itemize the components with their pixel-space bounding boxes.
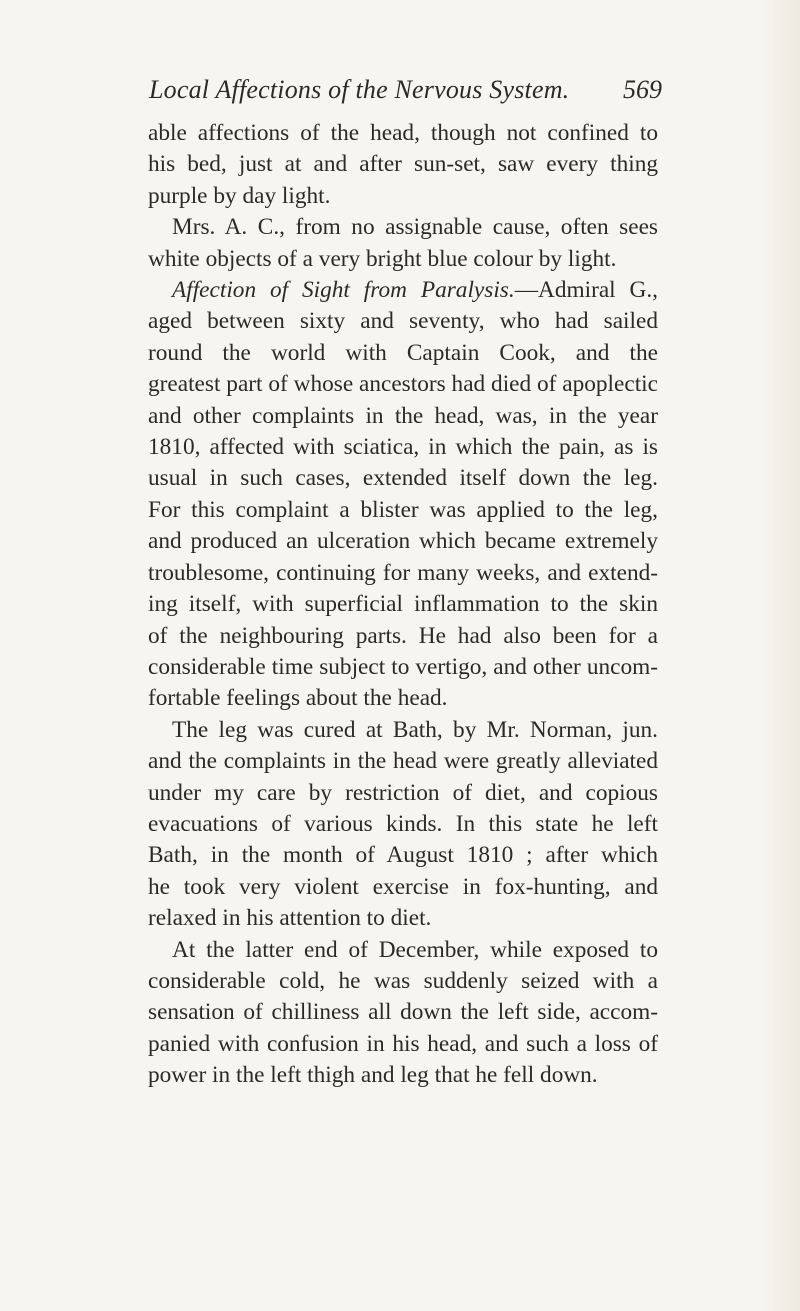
page-number: 569	[623, 75, 662, 104]
text-line: purple by day light.	[148, 182, 331, 209]
running-title: Local Affections of the Nervous System.	[149, 75, 570, 104]
text-line: power in the left thigh and leg that he fell down.	[148, 1062, 598, 1089]
text-line	[148, 275, 658, 306]
text-line: fortable feelings about the head.	[148, 685, 448, 712]
text-line: under my care by restriction of diet, and copious	[148, 779, 658, 806]
text-line: considerable time subject to vertigo, and other uncom-	[148, 653, 658, 680]
paragraph-5	[148, 935, 658, 1092]
paragraph-4	[148, 715, 658, 935]
text-fragment: —Admiral G.,	[514, 277, 659, 304]
text-line: The leg was cured at Bath, by Mr. Norman, jun.	[172, 716, 658, 743]
text-line: of the neighbouring parts. He had also been for a	[148, 622, 658, 649]
text-line: panied with confusion in his head, and such a loss of	[148, 1030, 658, 1057]
paragraph-2	[148, 212, 658, 275]
text-line: evacuations of various kinds. In this state he left	[148, 810, 658, 837]
text-line: white objects of a very bright blue colour by light.	[148, 245, 617, 272]
text-line: greatest part of whose ancestors had died of apoplectic	[148, 371, 658, 398]
text-line: round the world with Captain Cook, and the	[148, 339, 658, 366]
text-line: sensation of chilliness all down the left side, accom-	[148, 999, 658, 1026]
section-heading: Affection of Sight from Paralysis.	[172, 277, 515, 304]
page-edge-shadow	[760, 0, 800, 1311]
page-header	[140, 72, 662, 112]
text-line: and the complaints in the head were greatly alleviated	[148, 748, 658, 775]
text-line: troublesome, continuing for many weeks, and extend-	[148, 559, 658, 586]
text-line: considerable cold, he was suddenly seized with a	[148, 967, 658, 994]
paragraph-3	[148, 275, 658, 715]
text-line: For this complaint a blister was applied to the leg,	[148, 496, 658, 523]
paragraph-1	[148, 118, 658, 212]
text-line: Bath, in the month of August 1810 ; after which	[148, 842, 658, 869]
text-line: and other complaints in the head, was, in the year	[148, 402, 658, 429]
text-line: ing itself, with superficial inflammation to the skin	[148, 591, 658, 618]
text-line: relaxed in his attention to diet.	[148, 905, 432, 932]
text-line: his bed, just at and after sun-set, saw every thing	[148, 151, 658, 178]
text-line: able affections of the head, though not confined to	[148, 120, 658, 146]
text-line: 1810, affected with sciatica, in which the pain, as is	[148, 434, 658, 461]
text-line: At the latter end of December, while exposed to	[172, 936, 658, 963]
text-line: and produced an ulceration which became extremely	[148, 528, 658, 555]
text-line: Mrs. A. C., from no assignable cause, often sees	[172, 214, 658, 241]
text-line: usual in such cases, extended itself down the leg.	[148, 465, 658, 492]
text-line: he took very violent exercise in fox-hunting, and	[148, 873, 658, 900]
text-line: aged between sixty and seventy, who had sailed	[148, 308, 658, 335]
body-text	[148, 118, 658, 1092]
